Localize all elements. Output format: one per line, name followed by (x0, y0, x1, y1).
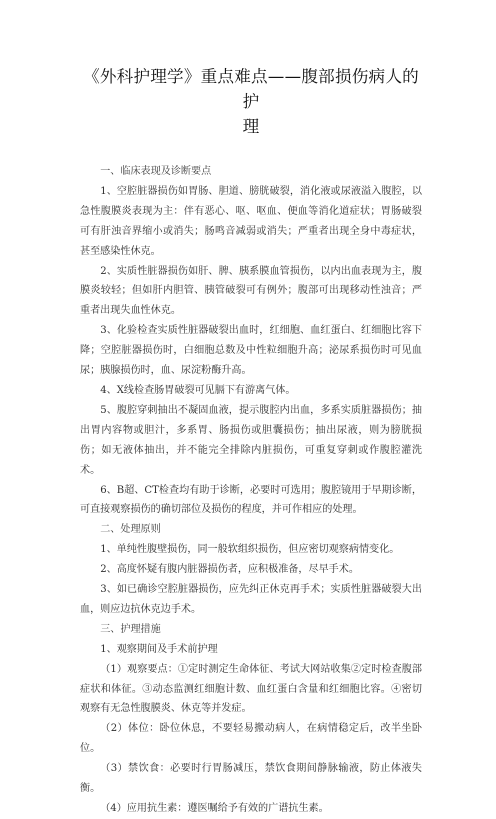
paragraph-lab-tests: 3、化验检查实质性脏器破裂出血时，红细胞、血红蛋白、红细胞比容下降；空腔脏器损伤时，白细胞总数及中性粒细胞升高；泌尿系损伤时可见血尿；胰腺损伤时，血、尿淀粉酶升高。 (80, 325, 422, 377)
paragraph-abdominal-puncture: 5、腹腔穿刺抽出不凝固血液，提示腹腔内出血，多系实质脏器损伤；抽出胃内容物或胆汁，多系胃、肠损伤或胆囊损伤；抽出尿液，则为膀胱损伤；如无液体抽出，并不能完全排除内脏损伤，可重复穿刺或作腹腔灌洗术。 (80, 404, 422, 476)
paragraph-ultrasound-ct: 6、B超、CT检查均有助于诊断，必要时可选用；腹腔镜用于早期诊断，可直接观察损伤的确切部位及损伤的程度，并可作相应的处理。 (80, 484, 422, 516)
paragraph-nursing-subheading: 1、观察期间及手术前护理 (100, 643, 218, 655)
title-line-1: 《外科护理学》重点难点——腹部损伤病人的护 (83, 67, 419, 111)
section-heading-diagnosis: 一、临床表现及诊断要点 (100, 166, 212, 177)
paragraph-xray: 4、X线检查肠胃破裂可见膈下有游离气体。 (100, 384, 296, 396)
section-heading-treatment: 二、处理原则 (100, 524, 161, 536)
paragraph-solid-organ-injury: 2、实质性脏器损伤如肝、脾、胰系膜血管损伤，以内出血表现为主，腹膜炎较轻；但如肝内胆管、胰管破裂可有例外；腹部可出现移动性浊音；严重者出现失血性休克。 (80, 265, 422, 317)
paragraph-treatment-1: 1、单纯性腹壁损伤，同一般软组织损伤，但应密切观察病情变化。 (100, 544, 400, 556)
paragraph-position: （2）体位：卧位休息，不要轻易搬动病人，在病情稳定后，改半坐卧位。 (80, 723, 422, 755)
document-title (80, 64, 422, 139)
paragraph-antibiotics: （4）应用抗生素：遵医嘱给予有效的广谱抗生素。 (100, 803, 329, 814)
paragraph-fasting: （3）禁饮食：必要时行胃肠减压，禁饮食期间静脉输液，防止体液失衡。 (80, 763, 422, 795)
paragraph-hollow-organ-injury: 1、空腔脏器损伤如胃肠、胆道、膀胱破裂，消化液或尿液溢入腹腔，以急性腹膜炎表现为主：伴有恶心、呕、呕血、便血等消化道症状；胃肠破裂可有肝浊音界缩小或消失；肠鸣音减弱或消失；严重者出现全身中毒症状，甚至感染性休克。 (80, 185, 422, 257)
paragraph-treatment-3: 3、如已确诊空腔脏器损伤，应先纠正休克再手术；实质性脏器破裂大出血，则应边抗休克边手术。 (80, 584, 422, 615)
paragraph-observation-points: （1）观察要点：①定时测定生命体征、考试大网站收集②定时检查腹部症状和体征。③动态监测红细胞计数、血红蛋白含量和红细胞比容。④密切观察有无急性腹膜炎、休克等并发症。 (80, 663, 422, 715)
title-line-2: 理 (242, 117, 260, 136)
section-heading-nursing: 三、护理措施 (100, 623, 161, 635)
paragraph-treatment-2: 2、高度怀疑有腹内脏器损伤者，应积极准备，尽早手术。 (100, 564, 359, 576)
